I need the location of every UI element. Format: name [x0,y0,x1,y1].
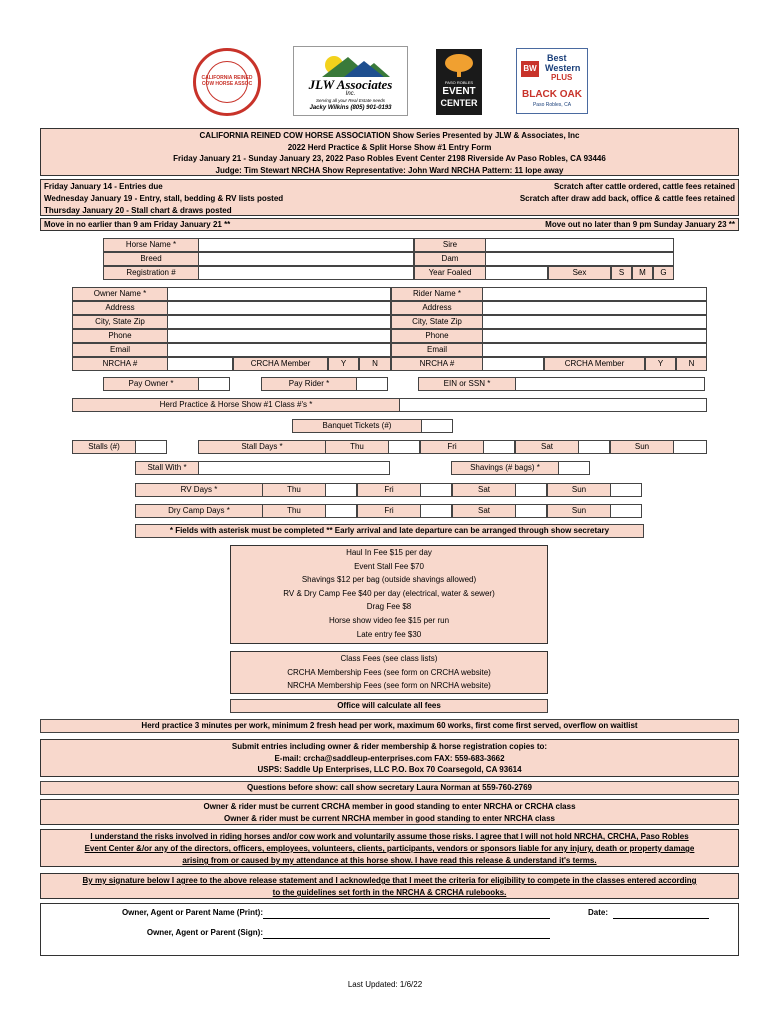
class-fee-list: Class Fees (see class lists) CRCHA Membership Fees (see form on CRCHA website) NRCHA Membership Fees (see form on NRCHA website) [230,651,548,694]
membership-note: Owner & rider must be current CRCHA member in good standing to enter NRCHA or CRCHA class Owner & rider must be current NRCHA member in good standing to enter NRCHA class [40,799,739,825]
signature-statement: By my signature below I agree to the above release statement and I acknowledge that I meet the criteria for eligibility to compete in the classes entered according to the guidelines set forth in the NRCHA & CRCHA rulebooks. [40,873,739,899]
breed-input[interactable] [198,252,414,266]
dry-thu-input[interactable] [325,504,357,518]
rider-nrcha-input[interactable] [482,357,544,371]
rider-phone-input[interactable] [482,329,707,343]
jlw-logo: JLW Associates Inc. Serving all your Real Estate needs Jacky Wilkins (805) 901-0193 [293,46,408,116]
rv-sun-input[interactable] [610,483,642,497]
sex-g[interactable]: G [653,266,674,280]
registration-input[interactable] [198,266,414,280]
owner-address-input[interactable] [167,301,391,315]
ein-ssn-input[interactable] [515,377,705,391]
bw-icon: BW [521,61,539,77]
last-updated: Last Updated: 1/6/22 [347,980,423,989]
signature-line[interactable] [263,928,550,939]
submit-info: Submit entries including owner & rider membership & horse registration copies to: E-mail: crcha@saddleup-enterprises.com FAX: 559-683-3662 USPS: Saddle Up Enterprises, LLC P.O. Box 70 Coarsegold, CA 93614 [40,739,739,777]
stall-sat-input[interactable] [578,440,610,454]
rv-fri-input[interactable] [420,483,452,497]
owner-phone-input[interactable] [167,329,391,343]
date-line[interactable] [613,908,709,919]
pay-rider-input[interactable] [356,377,388,391]
shavings-input[interactable] [558,461,590,475]
print-name-line[interactable] [263,908,550,919]
horse-name-input[interactable] [198,238,414,252]
signature-box: Owner, Agent or Parent Name (Print): Date: Owner, Agent or Parent (Sign): [40,903,739,956]
dry-sat-input[interactable] [515,504,547,518]
owner-crcha-yes[interactable]: Y [328,357,359,371]
form-header: CALIFORNIA REINED COW HORSE ASSOCIATION Show Series Presented by JLW & Associates, Inc 2022 Herd Practice & Split Horse Show #1 Entry Form Friday January 21 - Sunday January 23, 2022 Paso Robles Event Center 2198 Riverside Av Paso Robles, CA 93446 Judge: Tim Stewart NRCHA Show Representative: John Ward NRCHA Pattern: 11 lope away [40,128,739,176]
rv-thu-input[interactable] [325,483,357,497]
mountain-icon [314,51,390,77]
rider-email-input[interactable] [482,343,707,357]
stalls-input[interactable] [135,440,167,454]
owner-email-input[interactable] [167,343,391,357]
crcha-logo: CALIFORNIA REINED COW HORSE ASSOC [193,48,261,116]
horse-name-label: Horse Name * [103,238,199,252]
rv-sat-input[interactable] [515,483,547,497]
questions-note: Questions before show: call show secretary Laura Norman at 559-760-2769 [40,781,739,795]
owner-name-input[interactable] [167,287,391,301]
best-western-logo: BW Best Western PLUS BLACK OAK Paso Robles, CA [516,48,588,114]
fee-list: Haul In Fee $15 per day Event Stall Fee $70 Shavings $12 per bag (outside shavings allowed) RV & Dry Camp Fee $40 per day (electrical, water & sewer) Drag Fee $8 Horse show video fee $15 per run Late entry fee $30 [230,545,548,644]
owner-city-input[interactable] [167,315,391,329]
sex-s[interactable]: S [611,266,632,280]
pay-owner-input[interactable] [198,377,230,391]
class-numbers-input[interactable] [399,398,707,412]
owner-crcha-no[interactable]: N [359,357,391,371]
herd-practice-rules: Herd practice 3 minutes per work, minimum 2 fresh head per work, maximum 60 works, first come first served, overflow on waitlist [40,719,739,733]
rider-name-input[interactable] [482,287,707,301]
dam-input[interactable] [485,252,674,266]
stall-thu-input[interactable] [388,440,420,454]
jlw-name: JLW Associates [308,77,393,92]
move-in-out: Move in no earlier than 9 am Friday January 21 ** Move out no later than 9 pm Sunday January 23 ** [40,218,739,231]
rider-crcha-yes[interactable]: Y [645,357,676,371]
rider-city-input[interactable] [482,315,707,329]
stall-fri-input[interactable] [483,440,515,454]
year-foaled-input[interactable] [485,266,548,280]
release-statement: I understand the risks involved in riding horses and/or cow work and voluntarily assume those risks. I agree that I will not hold NRCHA, CRCHA, Paso Robles Event Center &/or any of the directors, officers, employees, volunteers, clients, participants, vendors or sponsors liable for any injury, death or property damage arising from or caused by my attendance at this horse show. I have read this release & understand it's terms. [40,829,739,867]
stall-sun-input[interactable] [673,440,707,454]
sire-input[interactable] [485,238,674,252]
rider-crcha-no[interactable]: N [676,357,707,371]
asterisk-note: * Fields with asterisk must be completed ** Early arrival and late departure can be arranged through show secretary [135,524,644,538]
banquet-input[interactable] [421,419,453,433]
dry-sun-input[interactable] [610,504,642,518]
event-center-logo: PASO ROBLES EVENT CENTER [436,49,482,115]
dry-fri-input[interactable] [420,504,452,518]
stall-with-input[interactable] [198,461,390,475]
rider-address-input[interactable] [482,301,707,315]
sex-m[interactable]: M [632,266,653,280]
office-note: Office will calculate all fees [230,699,548,713]
owner-nrcha-input[interactable] [167,357,233,371]
tree-icon [444,53,474,77]
deadlines-box: Friday January 14 - Entries due Wednesday January 19 - Entry, stall, bedding & RV lists posted Thursday January 20 - Stall chart & draws posted Scratch after cattle ordered, cattle fees retained Scratch after draw add back, office & cattle fees retained [40,179,739,216]
